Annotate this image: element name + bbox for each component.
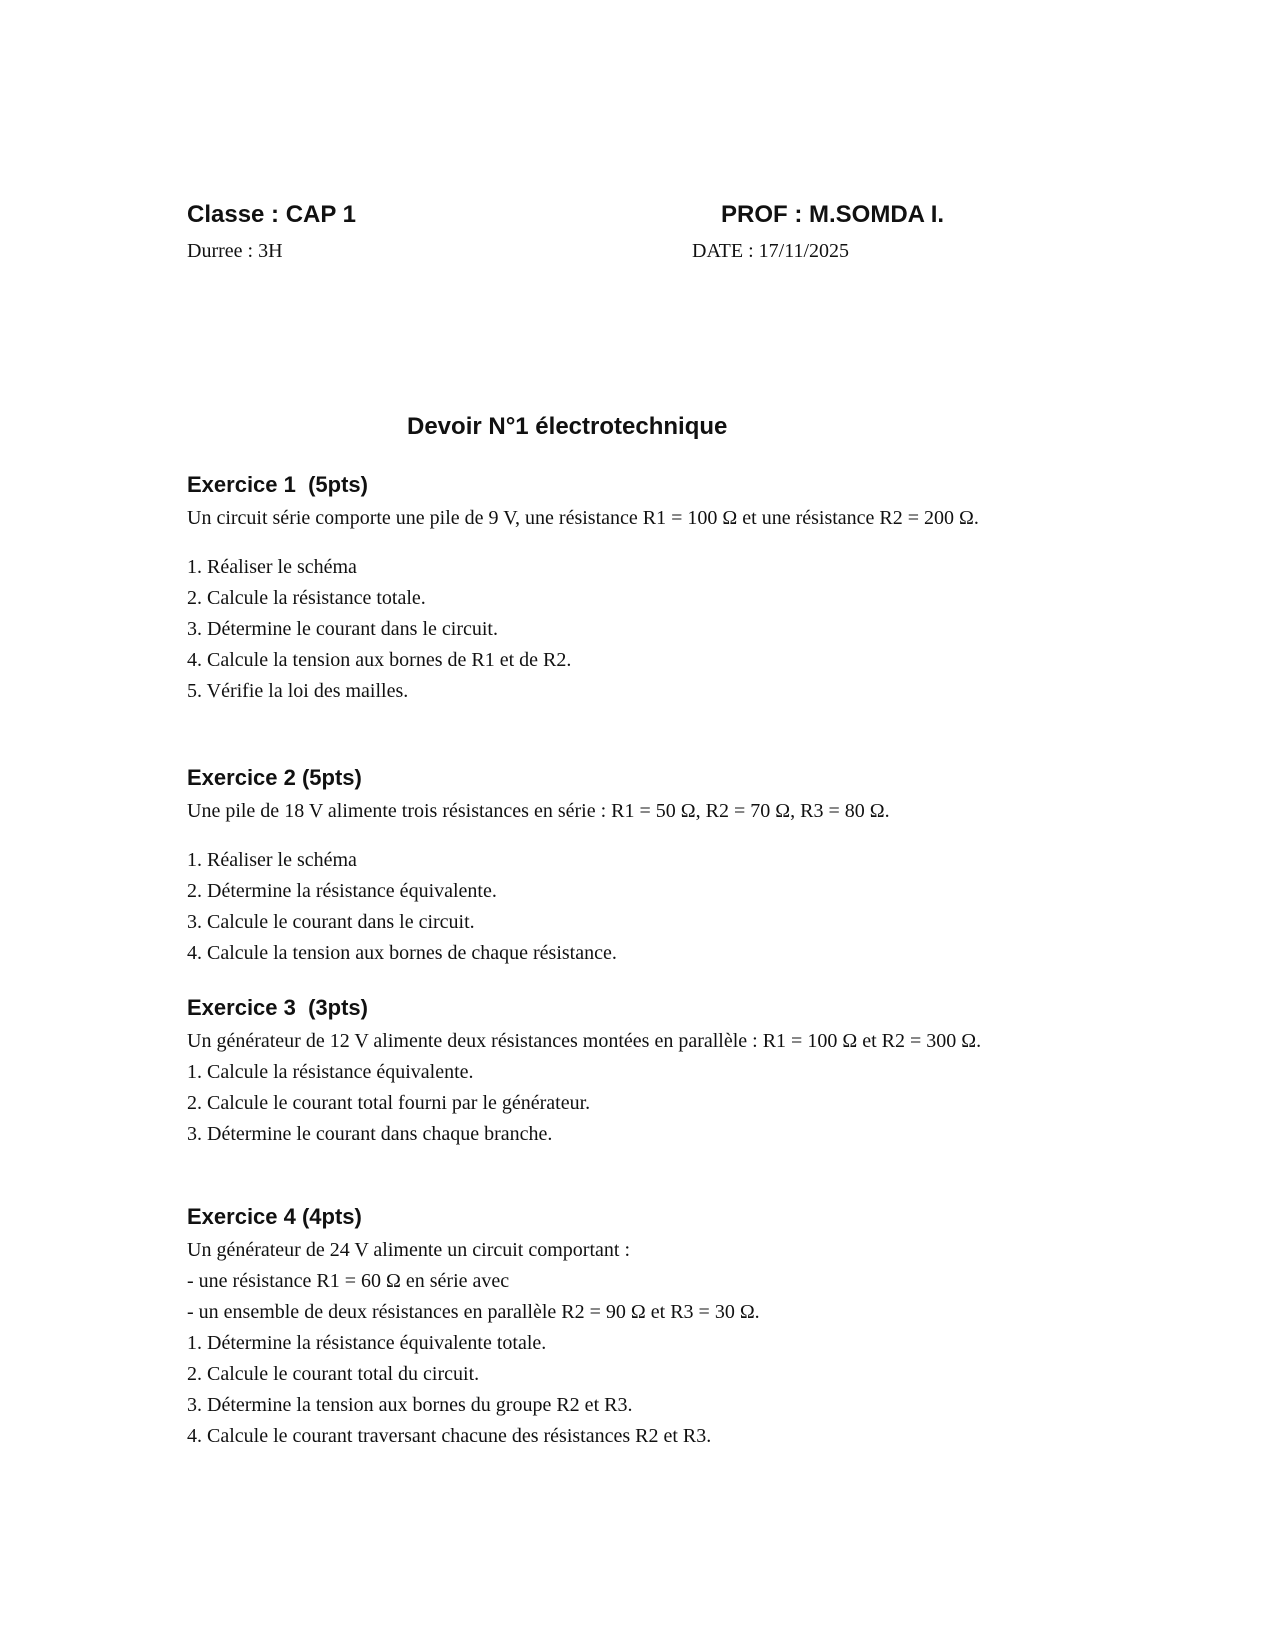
question-item: 1. Réaliser le schéma bbox=[187, 556, 357, 578]
question-item: 1. Calcule la résistance équivalente. bbox=[187, 1061, 474, 1083]
exercise-heading: Exercice 4 (4pts) bbox=[187, 1204, 362, 1229]
question-item: 1. Détermine la résistance équivalente totale. bbox=[187, 1332, 547, 1354]
question-item: 4. Calcule le courant traversant chacune des résistances R2 et R3. bbox=[187, 1425, 712, 1447]
question-list bbox=[187, 1057, 1087, 1150]
question-item: 2. Calcule le courant total du circuit. bbox=[187, 1363, 480, 1385]
teacher-label: PROF : M.SOMDA I. bbox=[721, 201, 945, 228]
question-list bbox=[187, 552, 1087, 707]
question-item: 3. Détermine le courant dans le circuit. bbox=[187, 618, 498, 640]
exercise-heading: Exercice 3 (3pts) bbox=[187, 995, 368, 1020]
duration-label: Durree : 3H bbox=[187, 240, 283, 262]
question-item: 3. Calcule le courant dans le circuit. bbox=[187, 911, 475, 933]
exercise-4 bbox=[187, 1202, 1087, 1452]
question-item: 2. Détermine la résistance équivalente. bbox=[187, 880, 497, 902]
exercise-heading: Exercice 1 (5pts) bbox=[187, 472, 368, 497]
exercise-statement: Un générateur de 12 V alimente deux résistances montées en parallèle : R1 = 100 Ω et R2 = 300 Ω. bbox=[187, 1030, 982, 1052]
statement-lines bbox=[187, 1266, 1087, 1328]
question-item: 3. Détermine le courant dans chaque branche. bbox=[187, 1123, 553, 1145]
page-title: Devoir N°1 électrotechnique bbox=[407, 413, 728, 440]
question-item: 2. Calcule la résistance totale. bbox=[187, 587, 426, 609]
exercise-statement: Un générateur de 24 V alimente un circuit comportant : bbox=[187, 1239, 631, 1261]
question-item: 1. Réaliser le schéma bbox=[187, 849, 357, 871]
question-item: 2. Calcule le courant total fourni par le générateur. bbox=[187, 1092, 591, 1114]
question-item: 5. Vérifie la loi des mailles. bbox=[187, 680, 409, 702]
exercise-2 bbox=[187, 763, 1087, 969]
question-item: 4. Calcule la tension aux bornes de chaque résistance. bbox=[187, 942, 617, 964]
exercise-statement: Un circuit série comporte une pile de 9 V, une résistance R1 = 100 Ω et une résistance R2 = 200 Ω. bbox=[187, 507, 979, 529]
exercise-heading: Exercice 2 (5pts) bbox=[187, 765, 362, 790]
exercise-statement: Une pile de 18 V alimente trois résistances en série : R1 = 50 Ω, R2 = 70 Ω, R3 = 80 Ω. bbox=[187, 800, 890, 822]
statement-line: - une résistance R1 = 60 Ω en série avec bbox=[187, 1270, 510, 1292]
question-list bbox=[187, 845, 1087, 969]
statement-line: - un ensemble de deux résistances en parallèle R2 = 90 Ω et R3 = 30 Ω. bbox=[187, 1301, 760, 1323]
question-item: 4. Calcule la tension aux bornes de R1 et de R2. bbox=[187, 649, 572, 671]
question-item: 3. Détermine la tension aux bornes du groupe R2 et R3. bbox=[187, 1394, 633, 1416]
exercise-3 bbox=[187, 993, 1087, 1150]
date-label: DATE : 17/11/2025 bbox=[692, 240, 850, 262]
exercise-1 bbox=[187, 470, 1087, 707]
class-label: Classe : CAP 1 bbox=[187, 201, 356, 228]
question-list bbox=[187, 1328, 1087, 1452]
